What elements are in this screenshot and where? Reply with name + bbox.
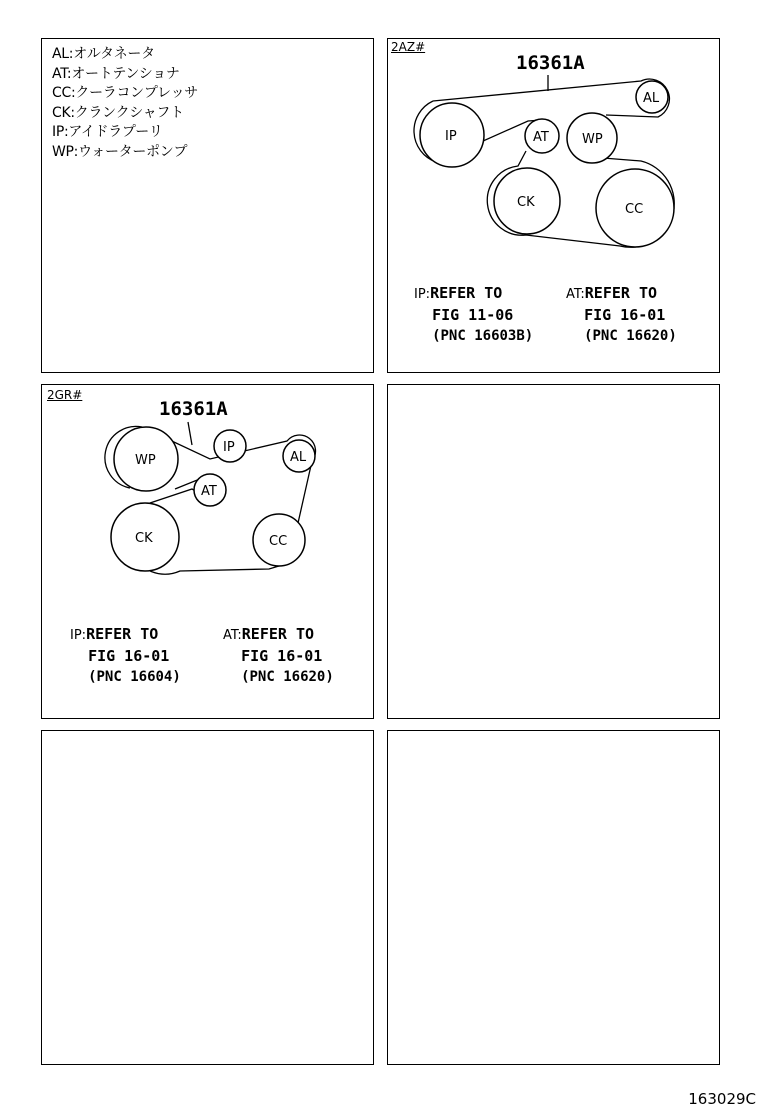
ref-note-ip <box>414 283 533 346</box>
pulley-label-al: AL <box>643 91 660 106</box>
ref-line1-at: REFER TO <box>584 284 658 302</box>
ref-line1-ip: REFER TO <box>86 625 159 643</box>
empty-panel <box>41 730 374 1065</box>
legend-item-at: AT:オートテンショナ <box>52 65 180 82</box>
ref-line3-at: (PNC 16620) <box>241 669 334 685</box>
panel-2gr <box>41 384 374 719</box>
ref-note-at <box>223 624 334 687</box>
ref-line1-at: REFER TO <box>241 625 315 643</box>
part-number-2az: 16361A <box>516 52 585 74</box>
part-number-2gr: 16361A <box>159 398 228 420</box>
pulley-label-cc: CC <box>269 534 288 549</box>
ref-line2-at: FIG 16-01 <box>584 306 666 324</box>
ref-line3-ip: (PNC 16603B) <box>432 328 534 344</box>
legend-list <box>52 45 198 162</box>
ref-line2-ip: FIG 16-01 <box>88 647 170 665</box>
legend-item-al: AL:オルタネータ <box>52 46 155 62</box>
pulley-label-wp: WP <box>135 453 156 468</box>
legend-item-ck: CK:クランクシャフト <box>52 104 184 121</box>
ref-line3-at: (PNC 16620) <box>584 328 677 344</box>
part-leader-line <box>188 422 192 445</box>
legend-panel <box>41 38 374 373</box>
pulley-label-cc: CC <box>625 202 644 217</box>
pulley-label-wp: WP <box>582 132 603 147</box>
pulley-label-at: AT <box>533 130 549 145</box>
panel-2az <box>387 38 720 373</box>
engine-tag-2gr: 2GR# <box>47 388 83 402</box>
ref-line2-at: FIG 16-01 <box>241 647 323 665</box>
pulley-label-ck: CK <box>517 195 535 210</box>
ref-key-at: AT: <box>223 628 242 643</box>
ref-key-ip: IP: <box>70 628 87 643</box>
empty-panel <box>387 730 720 1065</box>
engine-tag-2az: 2AZ# <box>391 40 426 54</box>
ref-key-at: AT: <box>566 287 585 302</box>
pulley-label-ip: IP <box>445 129 457 144</box>
legend-item-wp: WP:ウォーターポンプ <box>52 143 188 160</box>
ref-line1-ip: REFER TO <box>430 284 503 302</box>
ref-line3-ip: (PNC 16604) <box>88 669 181 685</box>
pulley-label-ck: CK <box>135 531 153 546</box>
ref-note-ip <box>70 624 181 687</box>
pulley-label-at: AT <box>201 484 217 499</box>
ref-key-ip: IP: <box>414 287 431 302</box>
legend-item-cc: CC:クーラコンプレッサ <box>52 85 198 101</box>
pulley-label-ip: IP <box>223 440 235 455</box>
ref-line2-ip: FIG 11-06 <box>432 306 514 324</box>
legend-item-ip: IP:アイドラプーリ <box>52 124 163 140</box>
ref-note-at <box>566 283 677 346</box>
pulley-label-al: AL <box>290 450 307 465</box>
figure-code: 163029C <box>688 1090 756 1108</box>
empty-panel <box>387 384 720 719</box>
